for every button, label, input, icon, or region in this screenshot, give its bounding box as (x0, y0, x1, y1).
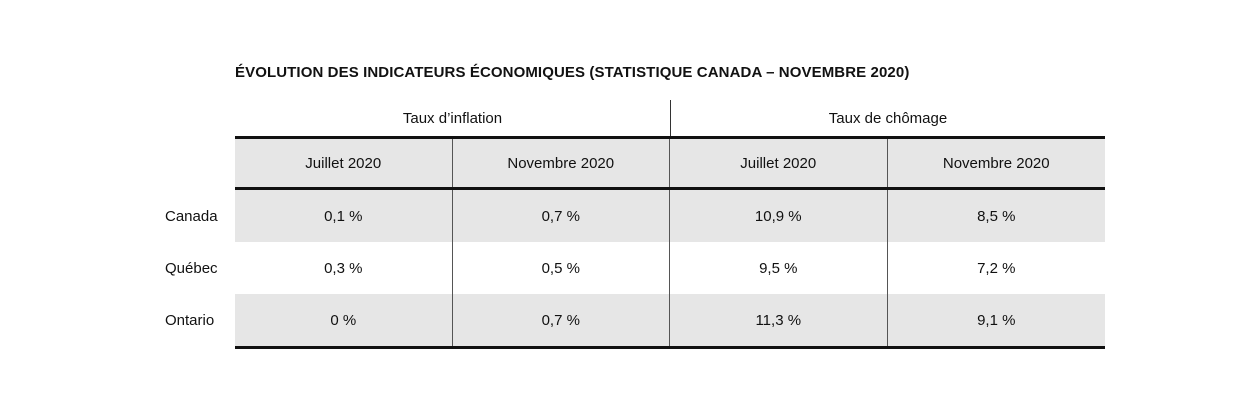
indicators-table (165, 100, 1105, 349)
subheader-cell: Novembre 2020 (942, 154, 1050, 172)
group-header-unemployment: Taux de chômage (670, 100, 1105, 136)
value-cell: 9,1 % (888, 294, 1106, 346)
value-cell: 0,3 % (235, 242, 453, 294)
group-header-row (165, 100, 1105, 136)
table-row (165, 242, 1105, 294)
subheader-row (165, 139, 1105, 187)
table-row (165, 294, 1105, 346)
value-cell: 7,2 % (977, 259, 1016, 277)
corner-cell (165, 100, 235, 136)
row-label: Québec (165, 259, 218, 277)
value-cell: 9,5 % (670, 242, 888, 294)
table-title: ÉVOLUTION DES INDICATEURS ÉCONOMIQUES (STATISTIQUE CANADA – NOVEMBRE 2020) (235, 64, 910, 81)
value-cell: 0,7 % (453, 294, 671, 346)
subheader-cell: Novembre 2020 (453, 139, 671, 187)
value-cell: 0,5 % (453, 242, 671, 294)
row-label: Ontario (165, 311, 215, 329)
value-cell: 10,9 % (670, 190, 888, 242)
table-row (165, 190, 1105, 242)
value-cell: 0 % (235, 294, 453, 346)
value-cell: 11,3 % (670, 294, 888, 346)
bottom-rule (235, 346, 1105, 349)
subheader-cell: Juillet 2020 (235, 139, 453, 187)
subheader-cell: Juillet 2020 (670, 139, 888, 187)
row-label: Canada (165, 207, 218, 225)
value-cell: 0,7 % (453, 190, 671, 242)
value-cell: 0,1 % (235, 190, 453, 242)
corner-cell (165, 139, 235, 187)
group-header-inflation: Taux d’inflation (402, 109, 503, 127)
value-cell: 8,5 % (888, 190, 1106, 242)
